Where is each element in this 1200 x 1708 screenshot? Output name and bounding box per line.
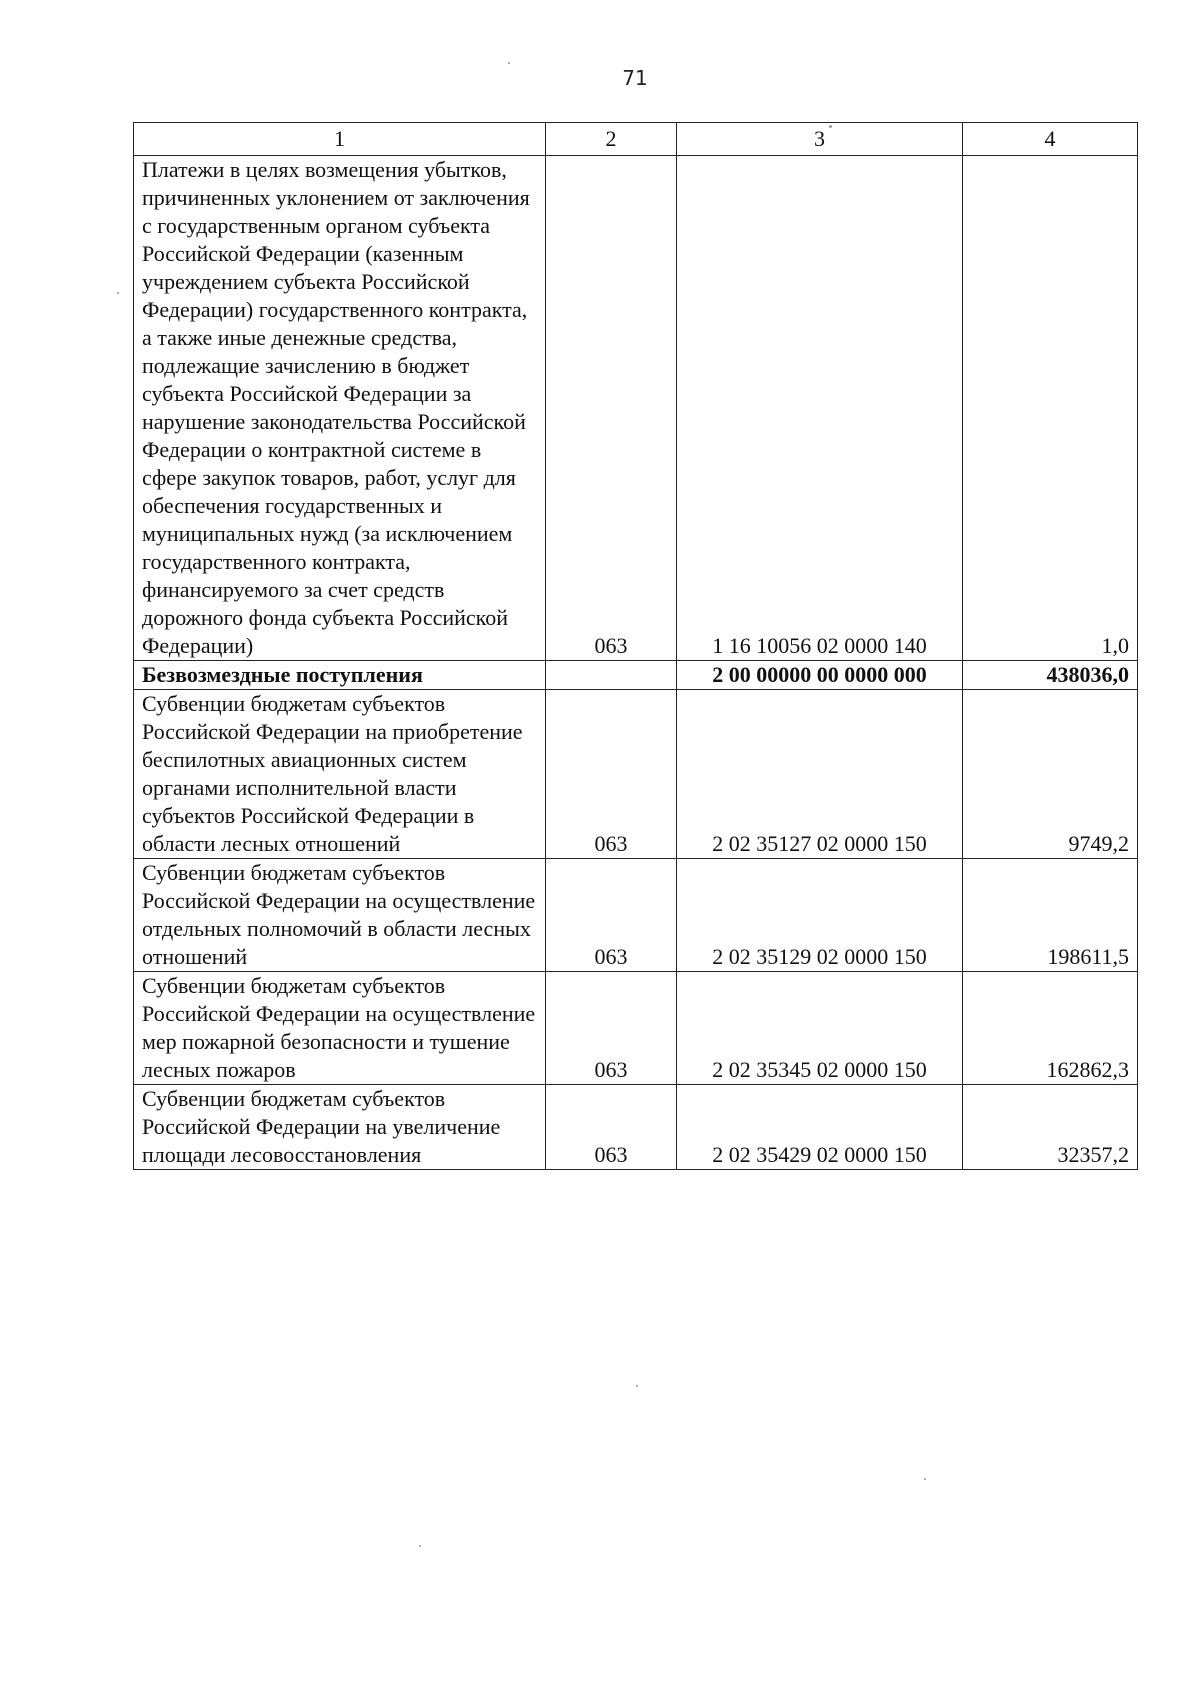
table-header-row <box>134 123 1138 156</box>
row-amount: 9749,2 <box>963 690 1138 859</box>
row-chapter-code: 063 <box>546 859 677 972</box>
column-header-1: 1 <box>134 123 546 156</box>
row-amount: 1,0 <box>963 156 1138 661</box>
row-name: Субвенции бюджетам субъектов Российской Федерации на осуществление мер пожарной безопасности и тушение лесных пожаров <box>134 972 546 1085</box>
row-chapter-code: 063 <box>546 1085 677 1170</box>
row-chapter-code: 063 <box>546 690 677 859</box>
row-budget-code: 2 00 00000 00 0000 000 <box>677 661 963 690</box>
budget-revenue-table <box>133 122 1138 1170</box>
row-budget-code: 1 16 10056 02 0000 140 <box>677 156 963 661</box>
row-budget-code: 2 02 35345 02 0000 150 <box>677 972 963 1085</box>
row-name: Субвенции бюджетам субъектов Российской Федерации на приобретение беспилотных авиационных систем органами исполнительной власти субъектов Российской Федерации в области лесных отношений <box>134 690 546 859</box>
row-name: Безвозмездные поступления <box>134 661 546 690</box>
row-chapter-code: 063 <box>546 972 677 1085</box>
table-row-total <box>134 661 1138 690</box>
row-chapter-code: 063 <box>546 156 677 661</box>
scan-speck <box>636 1385 638 1387</box>
table-row <box>134 156 1138 661</box>
column-header-2: 2 <box>546 123 677 156</box>
row-name: Субвенции бюджетам субъектов Российской Федерации на осуществление отдельных полномочий в области лесных отношений <box>134 859 546 972</box>
table-row <box>134 1085 1138 1170</box>
row-name: Платежи в целях возмещения убытков, причиненных уклонением от заключения с государственным органом субъекта Российской Федерации (казенным учреждением субъекта Российской Федерации) государственного контракта, а также иные денежные средства, подлежащие зачислению в бюджет субъекта Российской Федерации за нарушение законодательства Российской Федерации о контрактной системе в сфере закупок товаров, работ, услуг для обеспечения государственных и муниципальных нужд (за исключением государственного контракта, финансируемого за счет средств дорожного фонда субъекта Российской Федерации) <box>134 156 546 661</box>
scan-speck <box>508 62 510 64</box>
table-row <box>134 859 1138 972</box>
row-budget-code: 2 02 35129 02 0000 150 <box>677 859 963 972</box>
row-amount: 162862,3 <box>963 972 1138 1085</box>
row-budget-code: 2 02 35127 02 0000 150 <box>677 690 963 859</box>
row-chapter-code <box>546 661 677 690</box>
table-row <box>134 972 1138 1085</box>
column-header-3: 3 <box>677 123 963 156</box>
row-amount: 438036,0 <box>963 661 1138 690</box>
scan-speck <box>419 1545 421 1547</box>
scan-speck <box>924 1478 926 1480</box>
table-row <box>134 690 1138 859</box>
row-amount: 198611,5 <box>963 859 1138 972</box>
row-amount: 32357,2 <box>963 1085 1138 1170</box>
scan-speck <box>829 125 832 128</box>
row-name: Субвенции бюджетам субъектов Российской Федерации на увеличение площади лесовосстановления <box>134 1085 546 1170</box>
column-header-4: 4 <box>963 123 1138 156</box>
row-budget-code: 2 02 35429 02 0000 150 <box>677 1085 963 1170</box>
page-number: 71 <box>622 66 648 90</box>
scan-speck <box>117 292 119 294</box>
